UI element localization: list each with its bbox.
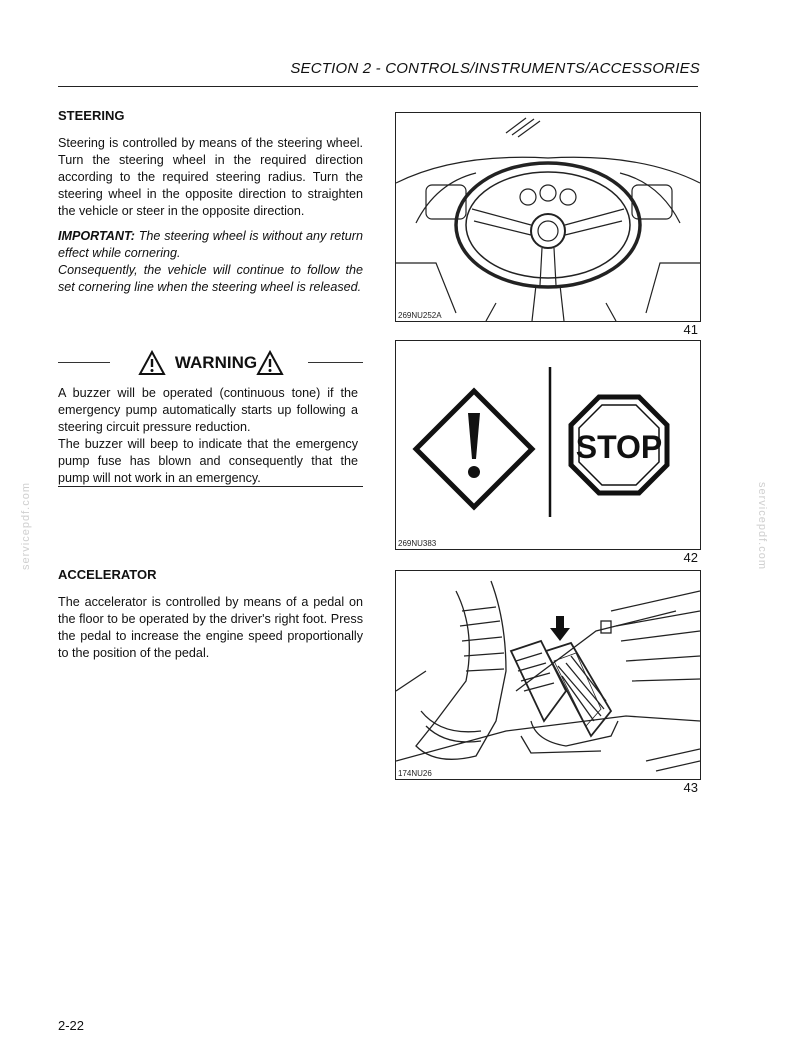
warning-header [58, 348, 363, 378]
important-note [58, 228, 363, 262]
warning-rule-left [58, 362, 110, 363]
warning-triangle-icon [256, 350, 284, 376]
figure-warning-symbols [395, 340, 701, 550]
page-number: 2-22 [58, 1018, 85, 1033]
figure-code: 269NU383 [398, 539, 437, 548]
figure-number: 43 [683, 780, 698, 795]
steering-consequence: Consequently, the vehicle will continue to follow the set cornering line when the steering wheel is released. [58, 263, 363, 294]
important-text: The steering wheel is without any return effect while cornering. [58, 229, 363, 260]
steering-paragraph: Steering is controlled by means of the steering wheel. Turn the steering wheel in the required direction according to the required steering radius. Turn the steering wheel in the opposite direction to straighten the vehicle or steer in the opposite direction. [58, 136, 363, 218]
warning-paragraph-2: The buzzer will beep to indicate that the emergency pump fuse has blown and consequently that the pump will not work in an emergency. [58, 437, 358, 485]
accelerator-body [58, 594, 363, 662]
accelerator-pedal-illustration [396, 571, 700, 779]
section-title: SECTION 2 - CONTROLS/INSTRUMENTS/ACCESSORIES [290, 60, 700, 77]
warning-paragraph-1: A buzzer will be operated (continuous tone) if the emergency pump automatically starts up following a steering circuit pressure reduction. [58, 386, 358, 434]
steering-heading: STEERING [58, 108, 125, 123]
figure-number: 42 [683, 550, 698, 565]
important-label: IMPORTANT: [58, 229, 135, 243]
warning-triangle-icon [138, 350, 166, 376]
down-arrow-icon [550, 616, 570, 641]
warning-rule-right [308, 362, 363, 363]
steering-wheel-illustration [396, 113, 700, 321]
figure-steering-wheel [395, 112, 701, 322]
watermark-right: servicepdf.com [755, 482, 768, 570]
figure-code: 269NU252A [398, 311, 442, 320]
accelerator-heading: ACCELERATOR [58, 567, 157, 582]
steering-body [58, 135, 363, 296]
warning-label: WARNING [174, 353, 258, 372]
stop-text: STOP [575, 429, 663, 465]
figure-accelerator-pedal [395, 570, 701, 780]
accelerator-paragraph: The accelerator is controlled by means of a pedal on the floor to be operated by the driver's right foot. Press the pedal to increase the engine speed proportionally to the position of the pedal. [58, 595, 363, 660]
warning-body [58, 385, 358, 487]
diamond-warning-icon [416, 391, 532, 507]
watermark-left: servicepdf.com [19, 482, 32, 570]
header-rule [58, 86, 698, 87]
figure-number: 41 [683, 322, 698, 337]
stop-sign-icon [571, 397, 667, 493]
warning-bottom-rule [58, 486, 363, 487]
figure-code: 174NU26 [398, 769, 432, 778]
warning-symbols-illustration [396, 341, 700, 549]
